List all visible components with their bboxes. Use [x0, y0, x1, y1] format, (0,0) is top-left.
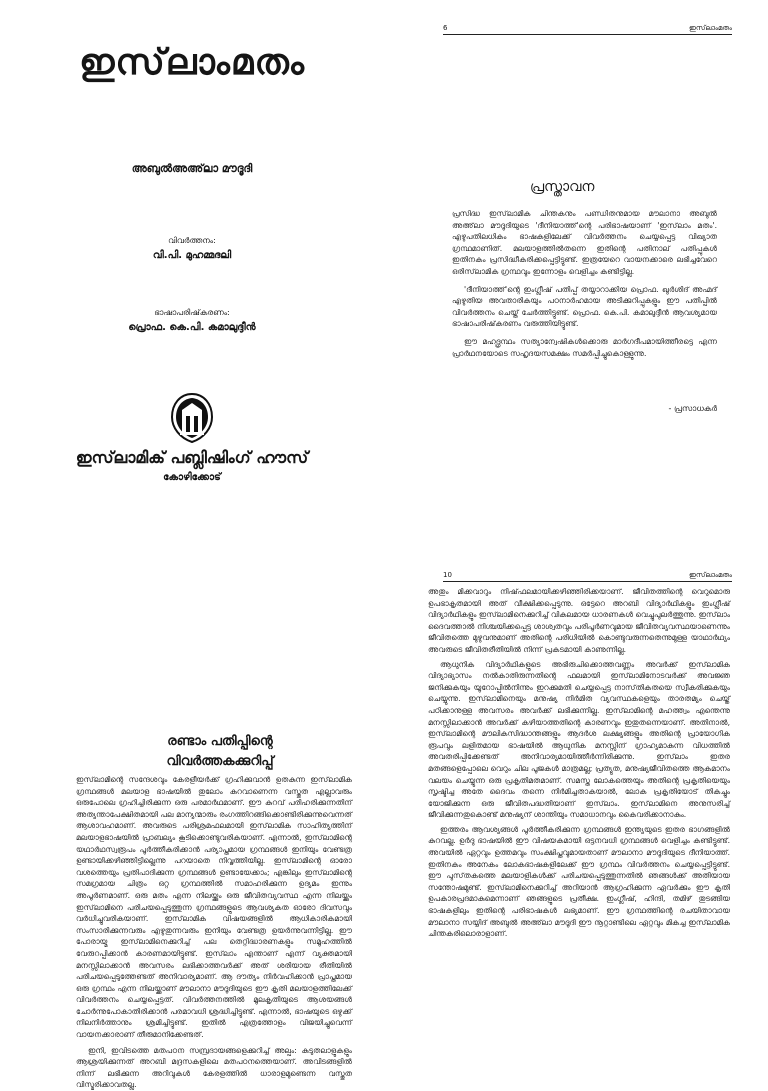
body-paragraph: ആധുനിക വിദ്യാർഥികളുടെ അഭിരുചിക്കൊത്തവണ്ണം അവർക്ക് ഇസ്‌ലാമിക വിദ്യാഭ്യാസം നൽകാതിരുന്നതിന്റെ ഫലമായി ഇസ്‌ലാമിനോടവർക്ക് അവജ്ഞ ജനിക്കുകയും യൂറോപ്പിൽനിന്നും ഇറക്കുമതി ചെയ്യപ്പെട്ട നാസ്‌തികതയെ സ്വീകരിക്കുകയും ചെയ്യുന്നു. ഇസ്‌ലാമിനെയും മനുഷ്യ നിർമിത വ്യവസ്ഥകളെയും താരതമ്യം ചെയ്ത് പഠിക്കാനുള്ള അവസരം അവർക്ക് ലഭിക്കുന്നില്ല. ഇസ്‌ലാമിന്റെ മഹത്ത്വം എന്തെന്നു മനസ്സിലാക്കാൻ അവർക്ക് കഴിയാത്തതിന്റെ കാരണവും ഇതുതന്നെയാണ്. അതിനാൽ, ഇസ്‌ലാമിന്റെ മൗലികസിദ്ധാന്തങ്ങളും ആദർശ ലക്ഷ്യങ്ങളും അതിന്റെ പ്രായോഗിക രൂപവും ലളിതമായ ഭാഷയിൽ ആധുനിക മനസ്സിന് ഗ്രാഹ്യമാകുന്ന വിധത്തിൽ അവതരിപ്പിക്കേണ്ടത് അനിവാര്യമായിത്തീർന്നിരിക്കുന്നു. ഇസ്‌ലാം ഇതര മതങ്ങളെപ്പോലെ വെറും ചില പൂജകൾ മാത്രമല്ല; പ്രത്യുത, മനുഷ്യജീവിതത്തെ ആകമാനം വലയം ചെയ്യുന്ന ഒരു പ്രകൃതിമതമാണ്. സമസ്ത ലോകത്തെയും അതിന്റെ പ്രകൃതിയെയും സൃഷ്ടിച്ച അതേ ദൈവം തന്നെ നിർമിച്ചതാകയാൽ, ലോക പ്രകൃതിയോട് തികച്ചും യോജിക്കുന്ന ഒരു ജീവിതപദ്ധതിയാണ് ഇസ്‌ലാം. ഇസ്‌ലാമിനെ അനുസരിച്ച് ജീവിക്കുന്നതുകൊണ്ട് മനുഷ്യന് ശാന്തിയും സമാധാനവും കൈവരിക്കാനാകും. [428, 659, 730, 820]
preface-paragraph: ഈ മഹദ്ഗ്രന്ഥം സത്യാന്വേഷികൾക്കൊരു മാർഗദീപമായിത്തീരട്ടെ എന്ന പ്രാർഥനയോടെ സഹൃദയസമക്ഷം സമർപ്പിച്ചുകൊള്ളുന്നു. [452, 336, 717, 358]
reviser-name: പ്രൊഫ. കെ.പി. കമാലുദ്ദീൻ [128, 322, 256, 333]
preface-paragraph: പ്രസിദ്ധ ഇസ്‌ലാമിക ചിന്തകനും പണ്ഡിതനുമായ മൗലാനാ അബുൽ അഅ്‌ലാ മൗദൂദിയുടെ 'ദീനിയാത്ത്'ന്റെ പരിഭാഷയാണ് 'ഇസ്‌ലാം മതം'. എഴുപതിലധികം ഭാഷകളിലേക്ക് വിവർത്തനം ചെയ്യപ്പെട്ട വിഖ്യാത ഗ്രന്ഥമാണിത്. മലയാളത്തിൽതന്നെ ഇതിന്റെ പതിനാല് പതിപ്പുകൾ ഇതിനകം പ്രസിദ്ധീകരിക്കപ്പെട്ടിട്ടുണ്ട്. ഇത്രയേറെ വായനക്കാരെ ലഭിച്ചവേറെ ഒരിസ്‌ലാമിക ഗ്രന്ഥവും ഇന്നോളം വെളിച്ചം കണ്ടിട്ടില്ല. [452, 209, 717, 276]
running-title: ഇസ്‌ലാംമതം [689, 24, 732, 32]
header-rule [443, 581, 732, 582]
preface-paragraph: 'ദീനിയാത്ത്'ന്റെ ഇംഗ്ലീഷ് പതിപ്പ് തയ്യാറാക്കിയ പ്രൊഫ. ഖുർശിദ് അഹ്മദ് എഴുതിയ അവതാരികയും പഠനാർഹമായ അടിക്കുറിപ്പുകളും ഈ പതിപ്പിൽ വിവർത്തനം ചെയ്ത് ചേർത്തിട്ടുണ്ട്. പ്രൊഫ. കെ.പി. കമാലുദ്ദീൻ ആവശ്യമായ ഭാഷാപരിഷ്‌കരണം വരുത്തിയിട്ടുണ്ട്. [452, 284, 717, 329]
page-number: 6 [443, 24, 448, 32]
translator-note-text [76, 774, 352, 1090]
translation-label: വിവർത്തനം: [168, 236, 216, 245]
revision-label: ഭാഷാപരിഷ്‌കരണം: [154, 308, 230, 317]
translator-name: വി.പി. മുഹമ്മദലി [152, 250, 232, 261]
heading-line: രണ്ടാം പതിപ്പിന്റെ [167, 734, 273, 749]
header-rule [443, 34, 732, 35]
section-title: പ്രസ്താവന [530, 179, 595, 195]
publisher-city: കോഴിക്കോട് [163, 472, 221, 483]
signature: - പ്രസാധകർ [668, 404, 717, 413]
running-title: ഇസ്‌ലാംമതം [689, 571, 732, 579]
author-name: അബുൽഅഅ്‌ലാ മൗദൂദി [131, 162, 253, 175]
publisher-name: ഇസ്‌ലാമിക് പബ്ലിഷിംഗ് ഹൗസ് [75, 448, 309, 467]
preface-text [452, 208, 717, 359]
heading-line: വിവർത്തകക്കുറിപ്പ് [166, 754, 274, 769]
note-paragraph: ഇസ്‌ലാമിന്റെ സന്ദേശവും കേരളീയർക്ക് ഗ്രഹിക്കുവാൻ ഉതകുന്ന ഇസ്‌ലാമിക ഗ്രന്ഥങ്ങൾ മലയാള ഭാഷയിൽ തുലോം കുറവാണെന്ന വസ്തുത എല്ലാവരും ഒരുപോലെ ഗ്രഹിച്ചിരിക്കുന്ന ഒരു പരമാർഥമാണ്. ഈ കുറവ് പരിഹരിക്കുന്നതിന് അത്യന്താപേക്ഷിതമായി പല മാന്യന്മാരും രംഗത്തിറങ്ങിക്കൊണ്ടിരിക്കുന്നുവെന്നത് ആശാവഹമാണ്. അവരുടെ പരിശ്രമഫലമായി ഇസ്‌ലാമിക സാഹിത്യത്തിന് മലയാളഭാഷയിൽ പ്രാബല്യം കൂടിക്കൊണ്ടുവരികയാണ്. എന്നാൽ, ഇസ്‌ലാമിന്റെ യഥാർഥസ്വരൂപം പൂർത്തീകരിക്കാൻ പര്യാപ്തമായ ഗ്രന്ഥങ്ങൾ ഇനിയും വേണ്ടത്ര ഉണ്ടായിക്കഴിഞ്ഞിട്ടില്ലെന്നു പറയാതെ നിവൃത്തിയില്ല. ഇസ്‌ലാമിന്റെ ഓരോ വശത്തെയും പ്രതിപാദിക്കുന്ന ഗ്രന്ഥങ്ങൾ ഉണ്ടായേക്കാം; എങ്കിലും ഇസ്‌ലാമിന്റെ സമഗ്രമായ ചിത്രം ഒറ്റ ഗ്രന്ഥത്തിൽ സമാഹരിക്കുന്ന ഉദ്യമം ഇന്നും അപൂർണമാണ്. ഒരു മതം എന്ന നിലയ്ക്കും ഒരു ജീവിതവ്യവസ്ഥ എന്ന നിലയ്ക്കും ഇസ്‌ലാമിനെ പരിചയപ്പെടുത്തുന്ന ഗ്രന്ഥങ്ങളുടെ ആവശ്യകത ഓരോ ദിവസവും വർധിച്ചുവരികയാണ്. ഇസ്‌ലാമിക വിഷയങ്ങളിൽ ആധികാരികമായി സംസാരിക്കുന്നവരും എഴുതുന്നവരും ഇനിയും വേണ്ടത്ര ഉയർന്നുവന്നിട്ടില്ല. ഈ പോരായ്മ ഇസ്‌ലാമിനെക്കുറിച്ച് പല തെറ്റിദ്ധാരണകളും സമൂഹത്തിൽ വേരുറപ്പിക്കാൻ കാരണമായിട്ടുണ്ട്. ഇസ്‌ലാം എന്താണ് എന്ന് വ്യക്തമായി മനസ്സിലാക്കാൻ അവസരം ലഭിക്കാത്തവർക്ക് അത് ശരിയായ രീതിയിൽ പരിചയപ്പെടുത്തേണ്ടത് അനിവാര്യമാണ്. ആ ദൗത്യം നിർവഹിക്കാൻ പ്രാപ്തമായ ഒരു ഗ്രന്ഥം എന്ന നിലയ്ക്കാണ് മൗലാനാ മൗദൂദിയുടെ ഈ കൃതി മലയാളത്തിലേക്ക് വിവർത്തനം ചെയ്യപ്പെട്ടത്. വിവർത്തനത്തിൽ മൂലകൃതിയുടെ ആശയങ്ങൾ ചോർന്നുപോകാതിരിക്കാൻ പരമാവധി ശ്രദ്ധിച്ചിട്ടുണ്ട്. എന്നാൽ, ഭാഷയുടെ ഒഴുക്ക് നിലനിർത്താനും ശ്രമിച്ചിട്ടുണ്ട്. ഇതിൽ എത്രത്തോളം വിജയിച്ചുവെന്ന് വായനക്കാരാണ് തീരുമാനിക്കേണ്ടത്. [76, 775, 352, 1040]
page-10-text [428, 586, 730, 1020]
publisher-logo-icon [170, 392, 214, 448]
note-paragraph: ഇനി, ഇവിടത്തെ മതപഠന സമ്പ്രദായങ്ങളെക്കുറിച്ച് അല്പം: കുടുതലാളുകളും ആശ്രയിക്കുന്നത് അറബി മദ്രസകളിലെ മതപഠനത്തെയാണ്. അവിടങ്ങളിൽ നിന്ന് ലഭിക്കുന്ന അറിവുകൾ കേരളത്തിൽ ധാരാളമുണ്ടെന്ന വസ്തുത വിസ്മരിക്കാവതല്ല. [76, 1045, 352, 1090]
translator-note-heading [130, 732, 310, 772]
body-paragraph: ഇത്തരം ആവശ്യങ്ങൾ പൂർത്തീകരിക്കുന്ന ഗ്രന്ഥങ്ങൾ ഇന്ത്യയുടെ ഇതര ഭാഗങ്ങളിൽ കുറവല്ല. ഉർദു ഭാഷയിൽ ഈ വിഷയകമായി ഒട്ടനവധി ഗ്രന്ഥങ്ങൾ വെളിച്ചം കണ്ടിട്ടുണ്ട്. അവയിൽ ഏറ്റവും ഉത്തമവും സംക്ഷിപ്തവുമായതാണ് മൗലാനാ മൗദൂദിയുടെ ദീനിയാത്ത്. ഇതിനകം അനേകം ലോകഭാഷകളിലേക്ക് ഈ ഗ്രന്ഥം വിവർത്തനം ചെയ്യപ്പെട്ടിട്ടുണ്ട്. ഈ പുസ്‌തകത്തെ മലയാളികൾക്ക് പരിചയപ്പെടുത്തുന്നതിൽ ഞങ്ങൾക്ക് അതിയായ സന്തോഷമുണ്ട്. ഇസ്‌ലാമിനെക്കുറിച്ച് അറിയാൻ ആഗ്രഹിക്കുന്ന ഏവർക്കും ഈ കൃതി ഉപകാരപ്രദമാകുമെന്നാണ് ഞങ്ങളുടെ പ്രതീക്ഷ. ഇംഗ്ലീഷ്, ഹിന്ദി, തമിഴ് തുടങ്ങിയ ഭാഷകളിലും ഇതിന്റെ പരിഭാഷകൾ ലഭ്യമാണ്. ഈ ഗ്രന്ഥത്തിന്റെ രചയിതാവായ മൗലാനാ സയ്യിദ് അബുൽ അഅ്‌ലാ മൗദൂദി ഈ നൂറ്റാണ്ടിലെ ഏറ്റവും മികച്ച ഇസ്‌ലാമിക ചിന്തകരിലൊരാളാണ്. [428, 824, 730, 939]
body-paragraph: അതും മിക്കവാറും നിഷ്‌ഫലമായിക്കഴിഞ്ഞിരിക്കയാണ്. ജീവിതത്തിന്റെ വെറുമൊരു ഉപഭാകൃതമായി അത് വീക്ഷിക്കപ്പെടുന്നു. ഒട്ടേറെ അറബി വിദ്യാർഥികളും ഇംഗ്ലീഷ് വിദ്യാർഥികളും ഇസ്‌ലാമിനെക്കുറിച്ച് വികലമായ ധാരണകൾ വെച്ചുപുലർത്തുന്നു. ഇസ്‌ലാം ദൈവത്താൽ നിശ്ചയിക്കപ്പെട്ട ശാശ്വതവും പരിപൂർണവുമായ ജീവിതവ്യവസ്ഥയാണെന്നും ജീവിതത്തെ മുഴുവനുമാണ് അതിന്റെ പരിധിയിൽ കൊണ്ടുവരുന്നതെന്നുമുള്ള യാഥാർഥ്യം അവരുടെ ജീവിതരീതിയിൽ നിന്ന് പ്രകടമായി കാണുന്നില്ല. [428, 587, 730, 654]
book-title: ഇസ്‌ലാംമതം [79, 42, 305, 83]
page-number: 10 [443, 571, 452, 579]
